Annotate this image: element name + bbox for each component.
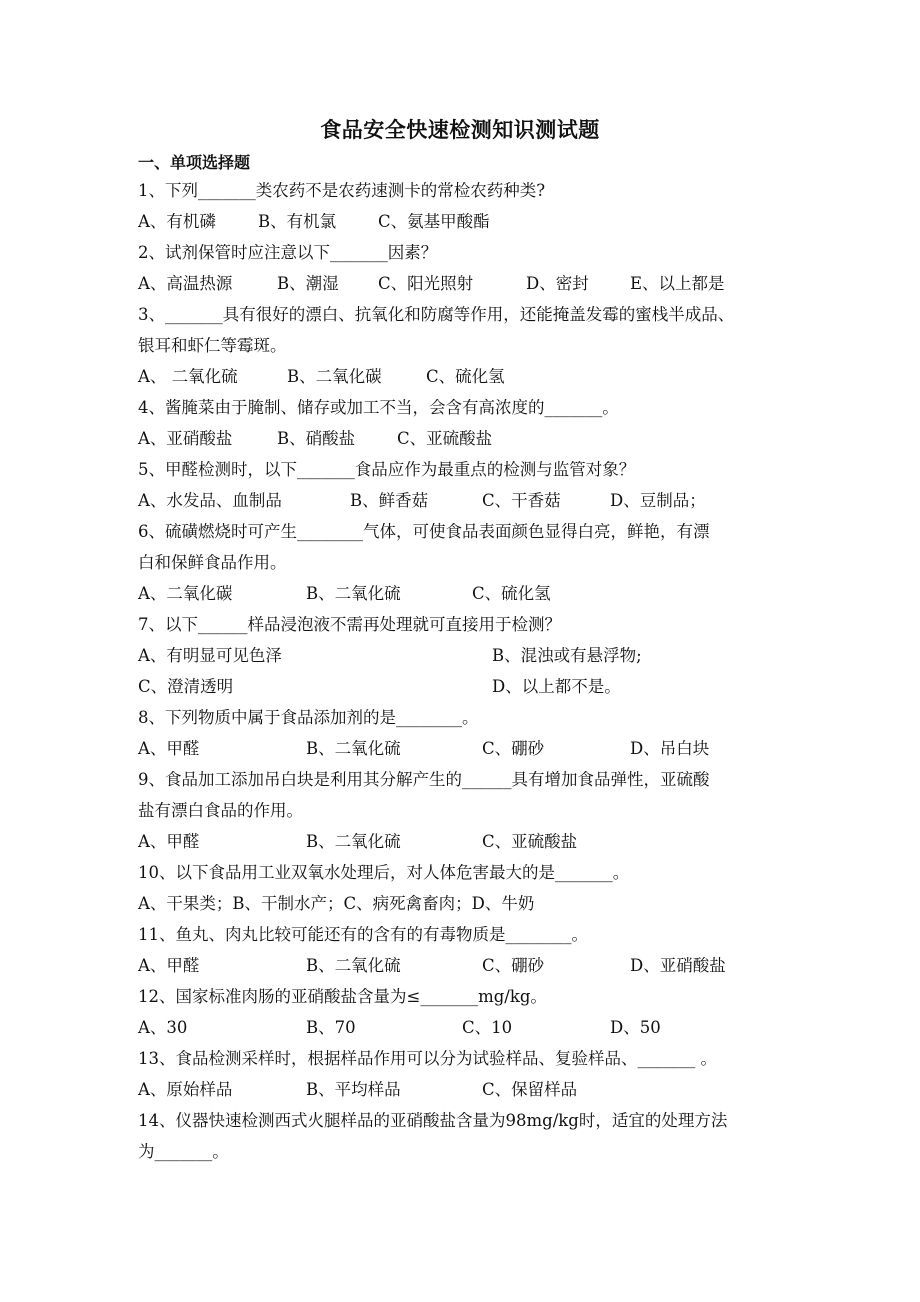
q8-option-c: C、硼砂 xyxy=(482,739,545,758)
q8-option-d: D、吊白块 xyxy=(630,739,710,758)
question-2: 2、试剂保管时应注意以下_______因素？ xyxy=(138,243,438,262)
q11-option-c: C、硼砂 xyxy=(482,956,545,975)
question-1: 1、下列_______类农药不是农药速测卡的常检农药种类? xyxy=(138,181,546,200)
question-14-line-1: 14、仪器快速检测西式火腿样品的亚硝酸盐含量为98mg/kg时，适宜的处理方法 xyxy=(138,1111,728,1130)
q13-option-b: B、平均样品 xyxy=(306,1080,401,1099)
q5-option-c: C、干香菇 xyxy=(482,491,561,510)
q5-option-d: D、豆制品； xyxy=(610,491,706,510)
q6-option-a: A、二氧化碳 xyxy=(138,584,233,603)
q2-option-c: C、阳光照射 xyxy=(378,274,474,293)
question-14-line-2: 为_______。 xyxy=(138,1142,229,1161)
q9-option-b: B、二氧化硫 xyxy=(306,832,401,851)
question-9-line-1: 9、食品加工添加吊白块是利用其分解产生的______具有增加食品弹性，亚硫酸 xyxy=(138,770,710,789)
question-9-line-2: 盐有漂白食品的作用。 xyxy=(138,801,303,820)
q4-option-a: A、亚硝酸盐 xyxy=(138,429,233,448)
q12-option-b: B、70 xyxy=(306,1018,356,1037)
q6-option-c: C、硫化氢 xyxy=(472,584,551,603)
q7-option-d: D、以上都不是。 xyxy=(492,677,621,696)
question-10: 10、以下食品用工业双氧水处理后，对人体危害最大的是_______。 xyxy=(138,863,630,882)
q7-option-c: C、澄清透明 xyxy=(138,677,234,696)
question-3-line-2: 银耳和虾仁等霉斑。 xyxy=(138,336,287,355)
question-5: 5、甲醛检测时，以下_______食品应作为最重点的检测与监管对象？ xyxy=(138,460,636,479)
q11-option-a: A、甲醛 xyxy=(138,956,200,975)
question-7: 7、以下______样品浸泡液不需再处理就可直接用于检测？ xyxy=(138,615,561,634)
q9-option-c: C、亚硫酸盐 xyxy=(482,832,578,851)
q4-option-c: C、亚硫酸盐 xyxy=(397,429,493,448)
question-6-line-2: 白和保鲜食品作用。 xyxy=(138,553,287,572)
question-12: 12、国家标准肉肠的亚硝酸盐含量为≤_______mg/kg。 xyxy=(138,987,547,1006)
q2-option-a: A、高温热源 xyxy=(138,274,233,293)
q1-option-a: A、有机磷 xyxy=(138,212,216,231)
q8-option-a: A、甲醛 xyxy=(138,739,200,758)
q7-option-a: A、有明显可见色泽 xyxy=(138,646,282,665)
q2-option-d: D、密封 xyxy=(526,274,589,293)
q3-option-b: B、二氧化碳 xyxy=(287,367,382,386)
q2-option-e: E、以上都是 xyxy=(630,274,725,293)
q5-option-b: B、鲜香菇 xyxy=(350,491,429,510)
q11-option-d: D、亚硝酸盐 xyxy=(630,956,726,975)
q3-option-a: A、 二氧化硫 xyxy=(138,367,238,386)
q13-option-a: A、原始样品 xyxy=(138,1080,233,1099)
q4-option-b: B、硝酸盐 xyxy=(277,429,356,448)
q3-option-c: C、硫化氢 xyxy=(426,367,505,386)
question-11: 11、鱼丸、肉丸比较可能还有的含有的有毒物质是________。 xyxy=(138,925,588,944)
q7-option-b: B、混浊或有悬浮物; xyxy=(492,646,642,665)
q5-option-a: A、水发品、血制品 xyxy=(138,491,282,510)
q12-option-c: C、10 xyxy=(462,1018,513,1037)
question-3-line-1: 3、_______具有很好的漂白、抗氧化和防腐等作用，还能掩盖发霉的蜜栈半成品、 xyxy=(138,305,735,324)
q1-option-b: B、有机氯 xyxy=(258,212,337,231)
q9-option-a: A、甲醛 xyxy=(138,832,200,851)
question-13: 13、食品检测采样时，根据样品作用可以分为试验样品、复验样品、_______ 。 xyxy=(138,1049,717,1068)
q12-option-a: A、30 xyxy=(138,1018,188,1037)
question-4: 4、酱腌菜由于腌制、储存或加工不当，会含有高浓度的_______。 xyxy=(138,398,619,417)
q11-option-b: B、二氧化硫 xyxy=(306,956,401,975)
q1-option-c: C、氨基甲酸酯 xyxy=(378,212,490,231)
question-8: 8、下列物质中属于食品添加剂的是________。 xyxy=(138,708,479,727)
q13-option-c: C、保留样品 xyxy=(482,1080,578,1099)
q6-option-b: B、二氧化硫 xyxy=(306,584,401,603)
q10-options: A、干果类；B、干制水产；C、病死禽畜肉；D、牛奶 xyxy=(138,894,535,913)
page-title: 食品安全快速检测知识测试题 xyxy=(320,118,600,142)
q8-option-b: B、二氧化硫 xyxy=(306,739,401,758)
section-heading: 一、单项选择题 xyxy=(138,153,251,172)
q2-option-b: B、潮湿 xyxy=(277,274,339,293)
q12-option-d: D、50 xyxy=(610,1018,661,1037)
question-6-line-1: 6、硫磺燃烧时可产生________气体，可使食品表面颜色显得白亮，鲜艳，有漂 xyxy=(138,522,710,541)
